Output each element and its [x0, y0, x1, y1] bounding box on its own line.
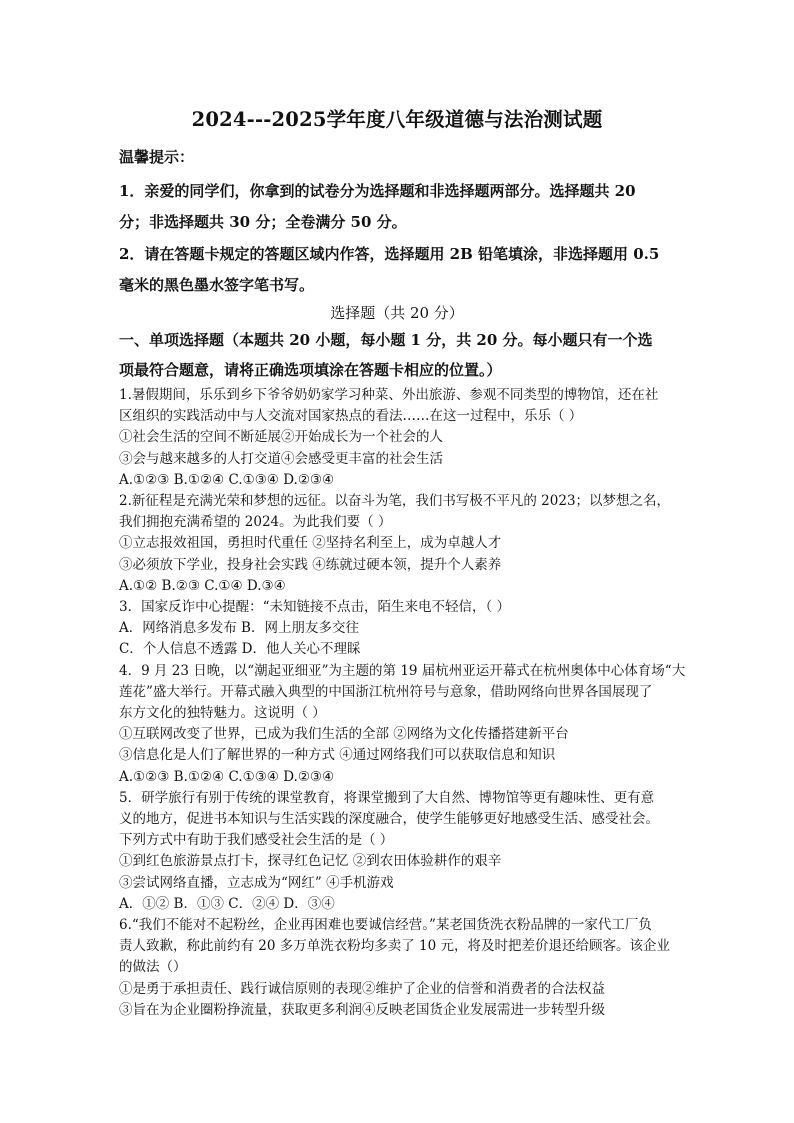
answer-choices: A．网络消息多发布 B．网上朋友多交往: [119, 620, 359, 637]
option-line: ③必须放下学业，投身社会实践 ④练就过硬本领，提升个人素养: [119, 556, 502, 573]
question-line: 下列方式中有助于我们感受社会生活的是（ ）: [119, 832, 394, 849]
option-line: ①立志报效祖国，勇担时代重任 ②坚持名利至上，成为卓越人才: [119, 535, 502, 552]
option-line: ③会与越来越多的人打交道④会感受更丰富的社会生活: [119, 450, 443, 467]
option-line: ①互联网改变了世界，已成为我们生活的全部 ②网络为文化传播搭建新平台: [119, 726, 569, 743]
question-line: 3．国家反诈中心提醒：“未知链接不点击，陌生来电不轻信，（ ）: [119, 599, 511, 616]
question-line: 5．研学旅行有别于传统的课堂教育，将课堂搬到了大自然、博物馆等更有趣味性、更有意: [119, 789, 655, 806]
question-line: 6.“我们不能对不起粉丝，企业再困难也要诚信经营。”某老国货洗衣粉品牌的一家代工厂负: [119, 917, 652, 934]
question-line: 责人致歉，称此前约有 20 多万单洗衣粉均多卖了 10 元，将及时把差价退还给顾客。该企业: [119, 938, 671, 955]
answer-choices: C．个人信息不透露 D．他人关心不理睬: [119, 641, 361, 658]
question-3: [119, 597, 679, 661]
part-one-line-1: 一、单项选择题（本题共 20 小题，每小题 1 分，共 20 分。每小题只有一个选: [119, 331, 653, 349]
question-line: 我们拥抱充满希望的 2024。为此我们要（ ）: [119, 514, 392, 531]
question-list: [119, 385, 686, 1021]
option-line: ③尝试网络直播，立志成为“网红” ④手机游戏: [119, 874, 394, 891]
tips-heading: 温馨提示：: [119, 148, 195, 166]
option-line: ①到红色旅游景点打卡，探寻红色记忆 ②到农田体验耕作的艰辛: [119, 853, 502, 870]
tip-1-line-2: 分；非选择题共 30 分；全卷满分 50 分。: [119, 213, 407, 231]
option-line: ①是勇于承担责任、践行诚信原则的表现②维护了企业的信誉和消费者的合法权益: [119, 980, 605, 997]
question-line: 莲花”盛大举行。开幕式融入典型的中国浙江杭州符号与意象，借助网络向世界各国展现了: [119, 683, 653, 700]
answer-choices: A．①② B．①③ C．②④ D．③④: [119, 895, 335, 912]
question-line: 义的地方，促进书本知识与生活实践的深度融合，使学生能够更好地感受生活、感受社会。: [119, 811, 659, 828]
question-line: 的做法（）: [119, 959, 187, 976]
section-title: 选择题（共 20 分）: [330, 304, 464, 322]
option-line: ①社会生活的空间不断延展②开始成长为一个社会的人: [119, 429, 443, 446]
question-line: 2.新征程是充满光荣和梦想的远征。以奋斗为笔，我们书写极不平凡的 2023；以梦想之名，: [119, 493, 671, 510]
option-line: ③信息化是人们了解世界的一种方式 ④通过网络我们可以获取信息和知识: [119, 747, 556, 764]
question-4: [119, 661, 686, 788]
question-1: [119, 385, 679, 491]
question-line: 东方文化的独特魅力。这说明（ ）: [119, 705, 326, 722]
tips-block: [119, 143, 679, 300]
question-line: 区组织的实践活动中与人交流对国家热点的看法……在这一过程中，乐乐（ ）: [119, 408, 583, 425]
tip-2-line-1: 2．请在答题卡规定的答题区域内作答，选择题用 2B 铅笔填涂，非选择题用 0.5: [119, 245, 660, 263]
answer-choices: A.①② B.②③ C.①④ D.③④: [119, 577, 286, 594]
question-2: [119, 491, 679, 597]
answer-choices: A.①②③ B.①②④ C.①③④ D.②③④: [119, 471, 335, 488]
question-5: [119, 788, 679, 915]
page-title: 2024---2025学年度八年级道德与法治测试题: [191, 108, 603, 131]
tip-1-line-1: 1．亲爱的同学们，你拿到的试卷分为选择题和非选择题两部分。选择题共 20: [119, 182, 636, 200]
answer-choices: A.①②③ B.①②④ C.①③④ D.②③④: [119, 768, 335, 785]
question-line: 4．9 月 23 日晚，以“潮起亚细亚”为主题的第 19 届杭州亚运开幕式在杭州奥体中心体育场“大: [119, 662, 686, 679]
part-one-line-2: 项最符合题意，请将正确选项填涂在答题卡相应的位置。）: [119, 361, 502, 379]
question-6: [119, 915, 679, 1021]
part-one-heading: [119, 326, 679, 385]
tip-2-line-2: 毫米的黑色墨水签字笔书写。: [119, 276, 315, 294]
question-line: 1.暑假期间，乐乐到乡下爷爷奶奶家学习种菜、外出旅游、参观不同类型的博物馆，还在社: [119, 387, 659, 403]
option-line: ③旨在为企业圈粉挣流量，获取更多利润④反映老国货企业发展需进一步转型升级: [119, 1001, 605, 1018]
